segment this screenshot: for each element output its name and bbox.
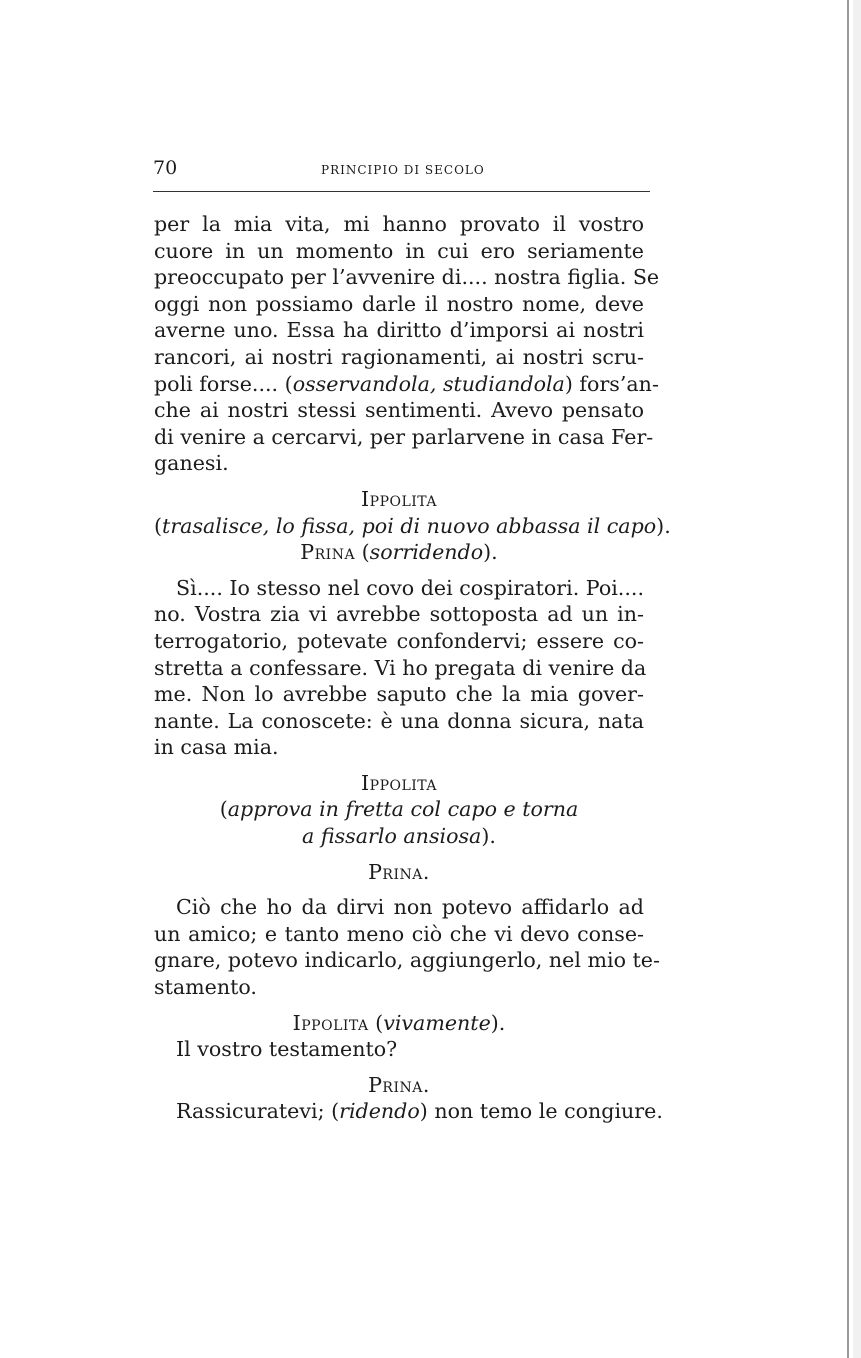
stage-direction: osservandola, studiandola xyxy=(292,371,565,396)
stage-direction-line: (approva in fretta col capo e torna xyxy=(219,797,579,822)
stage-direction: vivamente xyxy=(383,1010,491,1035)
stage-direction: trasalisce, lo fissa, poi di nuovo abbassa il capo xyxy=(162,513,657,538)
stage-direction-line: (trasalisce, lo fissa, poi di nuovo abbassa il capo). xyxy=(154,513,671,538)
header-rule xyxy=(153,191,650,192)
text-line: un amico; e tanto meno ciò che vi devo conse- xyxy=(154,921,644,946)
text-line: Ciò che ho da dirvi non potevo affidarlo ad xyxy=(176,895,644,920)
speaker-name: Prina xyxy=(300,540,356,565)
text-line: no. Vostra zia vi avrebbe sottoposta ad un in- xyxy=(154,602,644,627)
text-segment: Rassicuratevi; ( xyxy=(176,1099,340,1124)
text-line-with-stage-direction xyxy=(154,1098,663,1125)
speaker-name: Ippolita xyxy=(292,1010,369,1035)
speaker-name: Ippolita xyxy=(361,770,437,795)
speaker-name: Prina. xyxy=(368,859,430,884)
stage-direction-line: a fissarlo ansiosa). xyxy=(302,824,496,849)
text-line: di venire a cercarvi, per parlarvene in casa Fer- xyxy=(154,424,654,449)
stage-direction: ridendo xyxy=(339,1099,420,1124)
text-line: rancori, ai nostri ragionamenti, ai nostri scru- xyxy=(154,344,644,369)
stage-direction: approva in fretta col capo e torna xyxy=(227,797,579,822)
text-line-with-stage-direction xyxy=(154,371,659,398)
speaker-name: Prina. xyxy=(368,1072,430,1097)
text-segment: poli forse.... ( xyxy=(154,371,293,396)
text-line: ganesi. xyxy=(154,451,229,476)
text-line: stamento. xyxy=(154,975,257,1000)
text-line: stretta a confessare. Vi ho pregata di venire da xyxy=(154,655,647,680)
speaker-line: Ippolita (vivamente). xyxy=(292,1010,506,1035)
text-line: gnare, potevo indicarlo, aggiungerlo, nel mio te- xyxy=(154,948,660,973)
page-number: 70 xyxy=(153,157,178,179)
stage-direction: sorridendo xyxy=(369,540,484,565)
text-segment: ) fors’an- xyxy=(564,371,659,396)
page-edge-shadow xyxy=(853,0,861,1358)
text-line: Il vostro testamento? xyxy=(176,1037,398,1062)
text-line: Sì.... Io stesso nel covo dei cospiratori. Poi.... xyxy=(176,575,644,600)
page-header xyxy=(153,157,653,181)
text-line: terrogatorio, potevate confondervi; essere co- xyxy=(154,628,644,653)
stage-direction: a fissarlo ansiosa xyxy=(302,824,482,849)
running-head: PRINCIPIO DI SECOLO xyxy=(321,163,485,177)
text-segment: ) non temo le congiure. xyxy=(419,1099,663,1124)
text-line: preoccupato per l’avvenire di.... nostra figlia. Se xyxy=(154,265,660,290)
page-edge-line xyxy=(847,0,849,1358)
text-line: nante. La conoscete: è una donna sicura, nata xyxy=(154,708,644,733)
text-line: averne uno. Essa ha diritto d’imporsi ai nostri xyxy=(154,318,644,343)
text-block xyxy=(154,211,671,1125)
text-line: per la mia vita, mi hanno provato il vostro xyxy=(154,212,644,236)
text-line: me. Non lo avrebbe saputo che la mia gover- xyxy=(154,682,644,707)
text-line: in casa mia. xyxy=(154,735,279,760)
speaker-line: Prina (sorridendo). xyxy=(300,540,498,565)
text-line: che ai nostri stessi sentimenti. Avevo pensato xyxy=(154,398,644,423)
speaker-name: Ippolita xyxy=(361,486,437,511)
text-line: oggi non possiamo darle il nostro nome, deve xyxy=(154,291,644,316)
text-line: cuore in un momento in cui ero seriamente xyxy=(154,238,644,263)
